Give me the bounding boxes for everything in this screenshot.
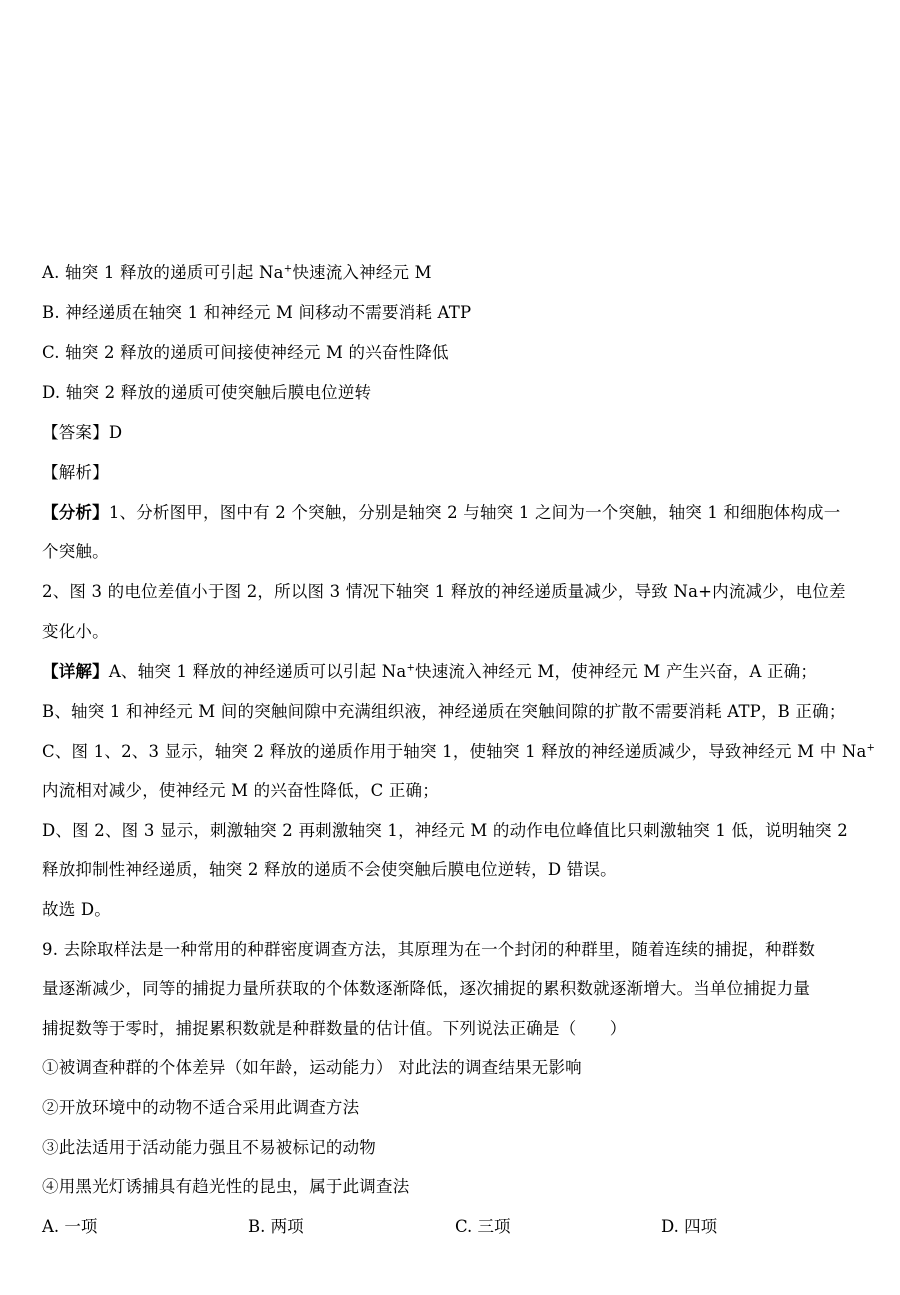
option-text-cont: 快速流入神经元 M [292,263,432,282]
conclusion: 故选 D。 [42,900,111,919]
detail-c [42,741,876,763]
option-letter: D. [42,383,61,402]
option-letter: D. [661,1217,679,1236]
detail-a [42,661,872,683]
option-c [42,342,872,364]
option-letter: A. [42,1217,60,1236]
q9-item-4: ④用黑光灯诱捕具有趋光性的昆虫，属于此调查法 [42,1177,410,1196]
q9-item-3: ③此法适用于活动能力强且不易被标记的动物 [42,1138,376,1157]
answer-line [42,422,872,444]
q9-item-2: ②开放环境中的动物不适合采用此调查方法 [42,1098,360,1117]
detail-c-text: C、图 1、2、3 显示，轴突 2 释放的递质作用于轴突 1，使轴突 1 释放的神经递质减少，导致神经元 M 中 Na [42,742,867,761]
option-text: 两项 [270,1217,304,1236]
fenxi-line-1 [42,502,872,524]
option-a [42,262,872,284]
detail-d-cont: 释放抑制性神经递质，轴突 2 释放的递质不会使突触后膜电位逆转，D 错误。 [42,860,617,879]
point2-line-2: 变化小。 [42,622,109,641]
q9-option-b [248,1216,304,1238]
point2-line-1: 2、图 3 的电位差值小于图 2，所以图 3 情况下轴突 1 释放的神经递质量减少，导致 Na+内流减少，电位差 [42,582,846,601]
fenxi-label: 【分析】 [42,503,109,522]
option-text: 四项 [684,1217,718,1236]
fenxi-text: 1、分析图甲，图中有 2 个突触，分别是轴突 2 与轴突 1 之间为一个突触，轴突 1 和细胞体构成一 [108,503,841,522]
option-letter: C. [42,343,60,362]
option-text: 轴突 2 释放的递质可使突触后膜电位逆转 [65,383,372,402]
fenxi-line-2: 个突触。 [42,542,109,561]
detail-label: 【详解】 [42,662,109,681]
detail-a-text-cont: 快速流入神经元 M，使神经元 M 产生兴奋，A 正确； [415,662,818,681]
answer-value: D [108,423,123,442]
detail-a-text: A、轴突 1 释放的神经递质可以引起 Na [108,662,407,681]
option-letter: C. [455,1217,473,1236]
q9-stem-line-3: 捕捉数等于零时，捕捉累积数就是种群数量的估计值。下列说法正确是（ ） [42,1019,627,1038]
q9-option-c [455,1216,511,1238]
superscript: + [866,742,876,754]
q9-option-a [42,1216,97,1238]
q9-stem-line-1: 9. 去除取样法是一种常用的种群密度调查方法，其原理为在一个封闭的种群里，随着连续的捕捉，种群数 [42,940,816,959]
option-letter: A. [42,263,60,282]
option-letter: B. [248,1217,266,1236]
detail-d: D、图 2、图 3 显示，刺激轴突 2 再刺激轴突 1，神经元 M 的动作电位峰值比只刺激轴突 1 低，说明轴突 2 [42,821,848,840]
superscript: + [283,263,293,275]
option-text: 神经递质在轴突 1 和神经元 M 间移动不需要消耗 ATP [65,303,472,322]
detail-b: B、轴突 1 和神经元 M 间的突触间隙中充满组织液，神经递质在突触间隙的扩散不需要消耗 ATP，B 正确； [42,702,846,721]
option-text: 轴突 1 释放的递质可引起 Na [65,263,284,282]
option-text: 一项 [64,1217,98,1236]
option-b [42,302,872,324]
analysis-label: 【解析】 [42,463,109,482]
option-text: 轴突 2 释放的递质可间接使神经元 M 的兴奋性降低 [65,343,449,362]
superscript: + [406,662,416,674]
option-letter: B. [42,303,60,322]
q9-stem-line-2: 量逐渐减少，同等的捕捉力量所获取的个体数逐渐降低，逐次捕捉的累积数就逐渐增大。当单位捕捉力量 [42,979,811,998]
q9-item-1: ①被调查种群的个体差异（如年龄，运动能力） 对此法的调查结果无影响 [42,1058,582,1077]
q9-option-d [661,1216,717,1238]
option-text: 三项 [477,1217,511,1236]
detail-c-cont: 内流相对减少，使神经元 M 的兴奋性降低，C 正确； [42,781,439,800]
answer-label: 【答案】 [42,423,109,442]
option-d [42,382,872,404]
